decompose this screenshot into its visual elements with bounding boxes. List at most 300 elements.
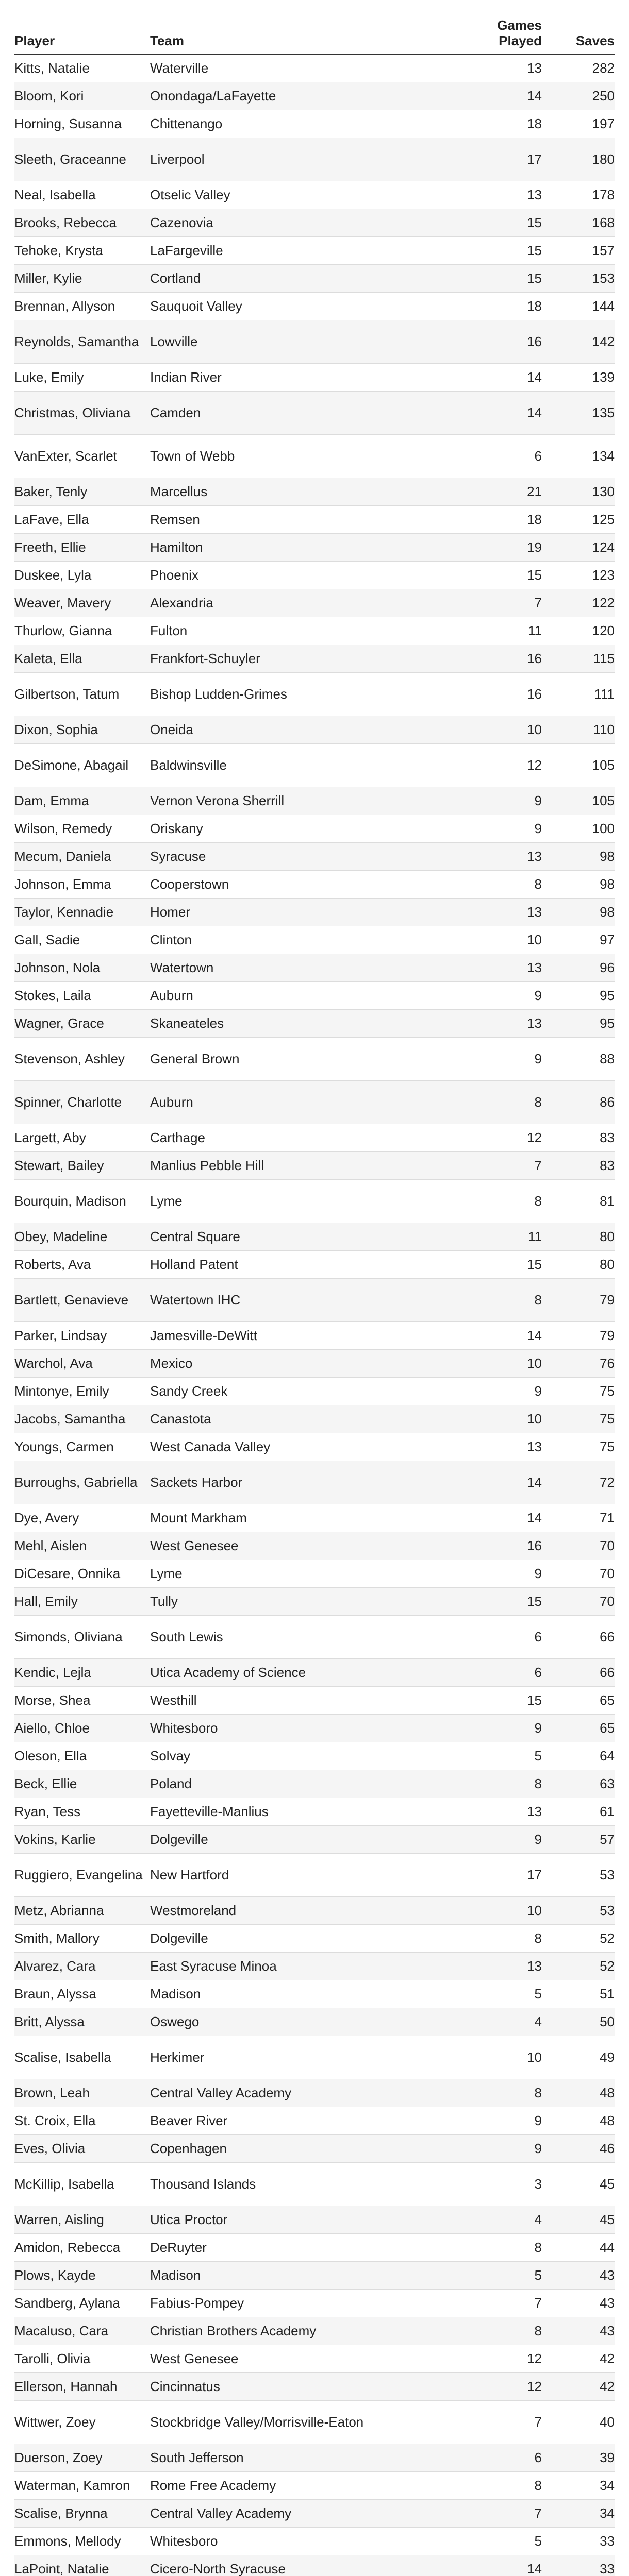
cell-games-played: 18: [418, 292, 542, 320]
cell-team: Fayetteville-Manlius: [150, 1798, 418, 1825]
table-row: [14, 1037, 615, 1080]
cell-saves: 76: [542, 1349, 615, 1377]
table-row: [14, 2444, 615, 2471]
cell-games-played: 16: [418, 645, 542, 672]
cell-saves: 53: [542, 1853, 615, 1896]
cell-saves: 33: [542, 2555, 615, 2576]
cell-team: Onondaga/LaFayette: [150, 82, 418, 110]
cell-saves: 97: [542, 926, 615, 954]
table-row: [14, 1278, 615, 1321]
cell-saves: 44: [542, 2233, 615, 2261]
cell-games-played: 8: [418, 2317, 542, 2345]
table-row: [14, 2233, 615, 2261]
table-row: [14, 1405, 615, 1433]
cell-saves: 115: [542, 645, 615, 672]
cell-player: Dixon, Sophia: [14, 716, 150, 743]
cell-games-played: 9: [418, 1714, 542, 1742]
saves-table: [14, 18, 615, 2576]
table-row: [14, 1250, 615, 1278]
cell-games-played: 5: [418, 2261, 542, 2289]
cell-player: Braun, Alyssa: [14, 1980, 150, 2008]
cell-games-played: 15: [418, 209, 542, 236]
cell-player: Gilbertson, Tatum: [14, 672, 150, 716]
cell-player: Mintonye, Emily: [14, 1377, 150, 1405]
cell-saves: 34: [542, 2471, 615, 2499]
cell-saves: 50: [542, 2008, 615, 2036]
cell-team: Stockbridge Valley/Morrisville-Eaton: [150, 2400, 418, 2444]
cell-team: Fabius-Pompey: [150, 2289, 418, 2317]
cell-games-played: 14: [418, 2555, 542, 2576]
cell-saves: 80: [542, 1250, 615, 1278]
table-row: [14, 2289, 615, 2317]
table-row: [14, 1587, 615, 1615]
cell-player: Brown, Leah: [14, 2079, 150, 2107]
cell-player: Vokins, Karlie: [14, 1825, 150, 1853]
cell-saves: 52: [542, 1924, 615, 1952]
cell-saves: 64: [542, 1742, 615, 1770]
cell-player: Johnson, Emma: [14, 870, 150, 898]
cell-team: West Genesee: [150, 1532, 418, 1560]
cell-games-played: 19: [418, 533, 542, 561]
cell-player: Brennan, Allyson: [14, 292, 150, 320]
table-row: [14, 1504, 615, 1532]
cell-games-played: 8: [418, 1080, 542, 1124]
cell-games-played: 15: [418, 1250, 542, 1278]
table-row: [14, 2555, 615, 2576]
cell-player: Macaluso, Cara: [14, 2317, 150, 2345]
cell-saves: 70: [542, 1587, 615, 1615]
cell-games-played: 13: [418, 898, 542, 926]
table-row: [14, 1714, 615, 1742]
cell-games-played: 11: [418, 617, 542, 645]
cell-team: Lyme: [150, 1560, 418, 1587]
cell-team: Marcellus: [150, 478, 418, 505]
table-row: [14, 1009, 615, 1037]
cell-games-played: 14: [418, 1461, 542, 1504]
table-row: [14, 672, 615, 716]
cell-games-played: 15: [418, 236, 542, 264]
cell-team: Cincinnatus: [150, 2372, 418, 2400]
cell-team: Tully: [150, 1587, 418, 1615]
cell-team: West Genesee: [150, 2345, 418, 2372]
cell-team: Indian River: [150, 363, 418, 391]
table-row: [14, 981, 615, 1009]
cell-team: Mount Markham: [150, 1504, 418, 1532]
table-row: [14, 1742, 615, 1770]
cell-player: Bourquin, Madison: [14, 1179, 150, 1223]
table-row: [14, 2134, 615, 2162]
cell-team: Carthage: [150, 1124, 418, 1151]
cell-games-played: 10: [418, 1349, 542, 1377]
cell-player: St. Croix, Ella: [14, 2107, 150, 2134]
cell-team: Oswego: [150, 2008, 418, 2036]
cell-games-played: 16: [418, 320, 542, 363]
cell-player: Ryan, Tess: [14, 1798, 150, 1825]
cell-games-played: 8: [418, 2471, 542, 2499]
cell-saves: 250: [542, 82, 615, 110]
cell-saves: 125: [542, 505, 615, 533]
cell-team: LaFargeville: [150, 236, 418, 264]
cell-games-played: 6: [418, 1658, 542, 1686]
cell-games-played: 7: [418, 2400, 542, 2444]
cell-games-played: 9: [418, 1037, 542, 1080]
cell-games-played: 4: [418, 2206, 542, 2233]
cell-player: Kitts, Natalie: [14, 54, 150, 82]
cell-saves: 34: [542, 2499, 615, 2527]
cell-saves: 110: [542, 716, 615, 743]
cell-games-played: 12: [418, 2372, 542, 2400]
cell-player: Stewart, Bailey: [14, 1151, 150, 1179]
cell-saves: 144: [542, 292, 615, 320]
table-row: [14, 617, 615, 645]
cell-player: Dam, Emma: [14, 787, 150, 815]
table-row: [14, 363, 615, 391]
cell-player: Youngs, Carmen: [14, 1433, 150, 1461]
cell-saves: 63: [542, 1770, 615, 1798]
cell-team: Town of Webb: [150, 434, 418, 478]
table-row: [14, 54, 615, 82]
table-row: [14, 2400, 615, 2444]
cell-team: Watertown: [150, 954, 418, 981]
cell-games-played: 13: [418, 1798, 542, 1825]
table-row: [14, 264, 615, 292]
table-row: [14, 787, 615, 815]
cell-games-played: 9: [418, 815, 542, 842]
table-row: [14, 2372, 615, 2400]
cell-team: Fulton: [150, 617, 418, 645]
cell-saves: 48: [542, 2107, 615, 2134]
cell-team: Lowville: [150, 320, 418, 363]
table-row: [14, 320, 615, 363]
table-row: [14, 1952, 615, 1980]
cell-saves: 66: [542, 1658, 615, 1686]
table-row: [14, 2261, 615, 2289]
cell-player: Morse, Shea: [14, 1686, 150, 1714]
cell-team: Liverpool: [150, 138, 418, 181]
cell-saves: 65: [542, 1686, 615, 1714]
cell-team: Madison: [150, 1980, 418, 2008]
cell-team: West Canada Valley: [150, 1433, 418, 1461]
table-row: [14, 870, 615, 898]
cell-team: Baldwinsville: [150, 743, 418, 787]
cell-games-played: 5: [418, 2527, 542, 2555]
cell-player: Largett, Aby: [14, 1124, 150, 1151]
cell-player: Eves, Olivia: [14, 2134, 150, 2162]
cell-team: Auburn: [150, 1080, 418, 1124]
table-header: [14, 18, 615, 54]
cell-games-played: 6: [418, 2444, 542, 2471]
cell-saves: 139: [542, 363, 615, 391]
cell-games-played: 5: [418, 1742, 542, 1770]
cell-team: Chittenango: [150, 110, 418, 138]
cell-games-played: 17: [418, 138, 542, 181]
cell-games-played: 8: [418, 2079, 542, 2107]
cell-player: Amidon, Rebecca: [14, 2233, 150, 2261]
table-row: [14, 1980, 615, 2008]
cell-games-played: 15: [418, 1587, 542, 1615]
table-row: [14, 1349, 615, 1377]
cell-saves: 43: [542, 2289, 615, 2317]
cell-player: Baker, Tenly: [14, 478, 150, 505]
table-row: [14, 1223, 615, 1250]
cell-team: Clinton: [150, 926, 418, 954]
table-row: [14, 954, 615, 981]
cell-saves: 178: [542, 181, 615, 209]
cell-saves: 168: [542, 209, 615, 236]
cell-team: Homer: [150, 898, 418, 926]
cell-team: Cicero-North Syracuse: [150, 2555, 418, 2576]
cell-player: Aiello, Chloe: [14, 1714, 150, 1742]
table-row: [14, 1853, 615, 1896]
table-row: [14, 2162, 615, 2206]
cell-saves: 42: [542, 2345, 615, 2372]
cell-team: Cortland: [150, 264, 418, 292]
cell-player: Neal, Isabella: [14, 181, 150, 209]
cell-player: Simonds, Oliviana: [14, 1615, 150, 1658]
cell-team: Thousand Islands: [150, 2162, 418, 2206]
cell-team: Hamilton: [150, 533, 418, 561]
cell-team: Utica Academy of Science: [150, 1658, 418, 1686]
table-row: [14, 1615, 615, 1658]
cell-saves: 48: [542, 2079, 615, 2107]
cell-player: LaFave, Ella: [14, 505, 150, 533]
table-row: [14, 1321, 615, 1349]
cell-player: Bartlett, Genavieve: [14, 1278, 150, 1321]
cell-team: Utica Proctor: [150, 2206, 418, 2233]
table-row: [14, 2107, 615, 2134]
cell-player: DiCesare, Onnika: [14, 1560, 150, 1587]
column-header-team[interactable]: Team: [150, 18, 418, 54]
table-row: [14, 1658, 615, 1686]
table-row: [14, 1461, 615, 1504]
cell-player: Kendic, Lejla: [14, 1658, 150, 1686]
cell-saves: 57: [542, 1825, 615, 1853]
table-row: [14, 561, 615, 589]
cell-saves: 124: [542, 533, 615, 561]
cell-player: Smith, Mallory: [14, 1924, 150, 1952]
column-header-games-played[interactable]: [418, 18, 542, 54]
cell-saves: 53: [542, 1896, 615, 1924]
cell-games-played: 12: [418, 743, 542, 787]
table-row: [14, 1798, 615, 1825]
cell-player: Sleeth, Graceanne: [14, 138, 150, 181]
table-row: [14, 589, 615, 617]
cell-games-played: 10: [418, 926, 542, 954]
cell-player: Johnson, Nola: [14, 954, 150, 981]
cell-saves: 83: [542, 1151, 615, 1179]
cell-team: Lyme: [150, 1179, 418, 1223]
cell-player: DeSimone, Abagail: [14, 743, 150, 787]
cell-saves: 98: [542, 898, 615, 926]
cell-saves: 111: [542, 672, 615, 716]
cell-team: Sackets Harbor: [150, 1461, 418, 1504]
cell-team: DeRuyter: [150, 2233, 418, 2261]
cell-player: Emmons, Mellody: [14, 2527, 150, 2555]
cell-team: Camden: [150, 391, 418, 434]
cell-saves: 134: [542, 434, 615, 478]
cell-games-played: 8: [418, 1770, 542, 1798]
cell-games-played: 10: [418, 716, 542, 743]
table-row: [14, 645, 615, 672]
column-header-saves[interactable]: Saves: [542, 18, 615, 54]
cell-saves: 75: [542, 1433, 615, 1461]
cell-player: Sandberg, Aylana: [14, 2289, 150, 2317]
cell-player: Alvarez, Cara: [14, 1952, 150, 1980]
cell-saves: 75: [542, 1405, 615, 1433]
cell-saves: 45: [542, 2162, 615, 2206]
table-row: [14, 815, 615, 842]
cell-games-played: 14: [418, 1321, 542, 1349]
cell-games-played: 4: [418, 2008, 542, 2036]
cell-team: Jamesville-DeWitt: [150, 1321, 418, 1349]
table-row: [14, 1825, 615, 1853]
table-row: [14, 505, 615, 533]
cell-saves: 157: [542, 236, 615, 264]
cell-team: Vernon Verona Sherrill: [150, 787, 418, 815]
cell-saves: 142: [542, 320, 615, 363]
cell-player: Gall, Sadie: [14, 926, 150, 954]
cell-team: Westhill: [150, 1686, 418, 1714]
cell-games-played: 15: [418, 1686, 542, 1714]
column-header-games-played-label: Games Played: [497, 18, 542, 48]
cell-player: Wittwer, Zoey: [14, 2400, 150, 2444]
cell-team: Sauquoit Valley: [150, 292, 418, 320]
cell-games-played: 15: [418, 264, 542, 292]
cell-player: Beck, Ellie: [14, 1770, 150, 1798]
cell-games-played: 18: [418, 110, 542, 138]
cell-games-played: 8: [418, 1924, 542, 1952]
cell-team: South Jefferson: [150, 2444, 418, 2471]
cell-saves: 98: [542, 842, 615, 870]
cell-saves: 61: [542, 1798, 615, 1825]
table-row: [14, 1433, 615, 1461]
cell-saves: 153: [542, 264, 615, 292]
cell-games-played: 13: [418, 1433, 542, 1461]
cell-team: Phoenix: [150, 561, 418, 589]
cell-player: Bloom, Kori: [14, 82, 150, 110]
cell-player: Ruggiero, Evangelina: [14, 1853, 150, 1896]
table-row: [14, 842, 615, 870]
cell-games-played: 11: [418, 1223, 542, 1250]
cell-player: Stevenson, Ashley: [14, 1037, 150, 1080]
table-row: [14, 2471, 615, 2499]
cell-games-played: 13: [418, 1952, 542, 1980]
cell-saves: 46: [542, 2134, 615, 2162]
cell-saves: 123: [542, 561, 615, 589]
cell-team: General Brown: [150, 1037, 418, 1080]
cell-saves: 88: [542, 1037, 615, 1080]
table-row: [14, 292, 615, 320]
cell-team: Beaver River: [150, 2107, 418, 2134]
table-row: [14, 209, 615, 236]
cell-player: VanExter, Scarlet: [14, 434, 150, 478]
table-row: [14, 1151, 615, 1179]
table-row: [14, 743, 615, 787]
cell-player: Scalise, Brynna: [14, 2499, 150, 2527]
table-row: [14, 1686, 615, 1714]
cell-player: Luke, Emily: [14, 363, 150, 391]
cell-saves: 43: [542, 2317, 615, 2345]
cell-player: Mecum, Daniela: [14, 842, 150, 870]
cell-player: Spinner, Charlotte: [14, 1080, 150, 1124]
cell-player: Miller, Kylie: [14, 264, 150, 292]
cell-player: Mehl, Aislen: [14, 1532, 150, 1560]
cell-saves: 33: [542, 2527, 615, 2555]
cell-games-played: 14: [418, 391, 542, 434]
cell-player: Freeth, Ellie: [14, 533, 150, 561]
cell-saves: 40: [542, 2400, 615, 2444]
cell-player: Parker, Lindsay: [14, 1321, 150, 1349]
cell-saves: 197: [542, 110, 615, 138]
table-row: [14, 1896, 615, 1924]
table-row: [14, 1770, 615, 1798]
cell-saves: 105: [542, 743, 615, 787]
cell-saves: 120: [542, 617, 615, 645]
table-row: [14, 2206, 615, 2233]
cell-games-played: 15: [418, 561, 542, 589]
cell-saves: 98: [542, 870, 615, 898]
cell-games-played: 7: [418, 2289, 542, 2317]
header-row: [14, 18, 615, 54]
cell-saves: 100: [542, 815, 615, 842]
table-row: [14, 181, 615, 209]
table-row: [14, 926, 615, 954]
cell-player: Thurlow, Gianna: [14, 617, 150, 645]
cell-saves: 75: [542, 1377, 615, 1405]
cell-games-played: 9: [418, 1377, 542, 1405]
cell-games-played: 10: [418, 2036, 542, 2079]
cell-saves: 79: [542, 1321, 615, 1349]
cell-games-played: 14: [418, 363, 542, 391]
table-row: [14, 1179, 615, 1223]
cell-team: Waterville: [150, 54, 418, 82]
table-row: [14, 236, 615, 264]
cell-team: Central Valley Academy: [150, 2079, 418, 2107]
table-row: [14, 82, 615, 110]
cell-saves: 49: [542, 2036, 615, 2079]
cell-player: Wagner, Grace: [14, 1009, 150, 1037]
cell-team: Auburn: [150, 981, 418, 1009]
cell-saves: 79: [542, 1278, 615, 1321]
cell-team: Dolgeville: [150, 1825, 418, 1853]
cell-saves: 52: [542, 1952, 615, 1980]
table-row: [14, 1924, 615, 1952]
cell-team: Solvay: [150, 1742, 418, 1770]
cell-games-played: 8: [418, 1179, 542, 1223]
cell-player: Warchol, Ava: [14, 1349, 150, 1377]
cell-player: Christmas, Oliviana: [14, 391, 150, 434]
column-header-player[interactable]: Player: [14, 18, 150, 54]
cell-team: East Syracuse Minoa: [150, 1952, 418, 1980]
cell-games-played: 9: [418, 2107, 542, 2134]
cell-team: Copenhagen: [150, 2134, 418, 2162]
table-row: [14, 1080, 615, 1124]
cell-player: Brooks, Rebecca: [14, 209, 150, 236]
cell-saves: 105: [542, 787, 615, 815]
cell-player: Jacobs, Samantha: [14, 1405, 150, 1433]
cell-team: Rome Free Academy: [150, 2471, 418, 2499]
cell-games-played: 9: [418, 1560, 542, 1587]
cell-games-played: 10: [418, 1896, 542, 1924]
cell-team: Bishop Ludden-Grimes: [150, 672, 418, 716]
cell-player: Taylor, Kennadie: [14, 898, 150, 926]
cell-player: Tehoke, Krysta: [14, 236, 150, 264]
table-row: [14, 2499, 615, 2527]
cell-player: Wilson, Remedy: [14, 815, 150, 842]
table-row: [14, 1124, 615, 1151]
cell-team: Whitesboro: [150, 1714, 418, 1742]
cell-saves: 81: [542, 1179, 615, 1223]
